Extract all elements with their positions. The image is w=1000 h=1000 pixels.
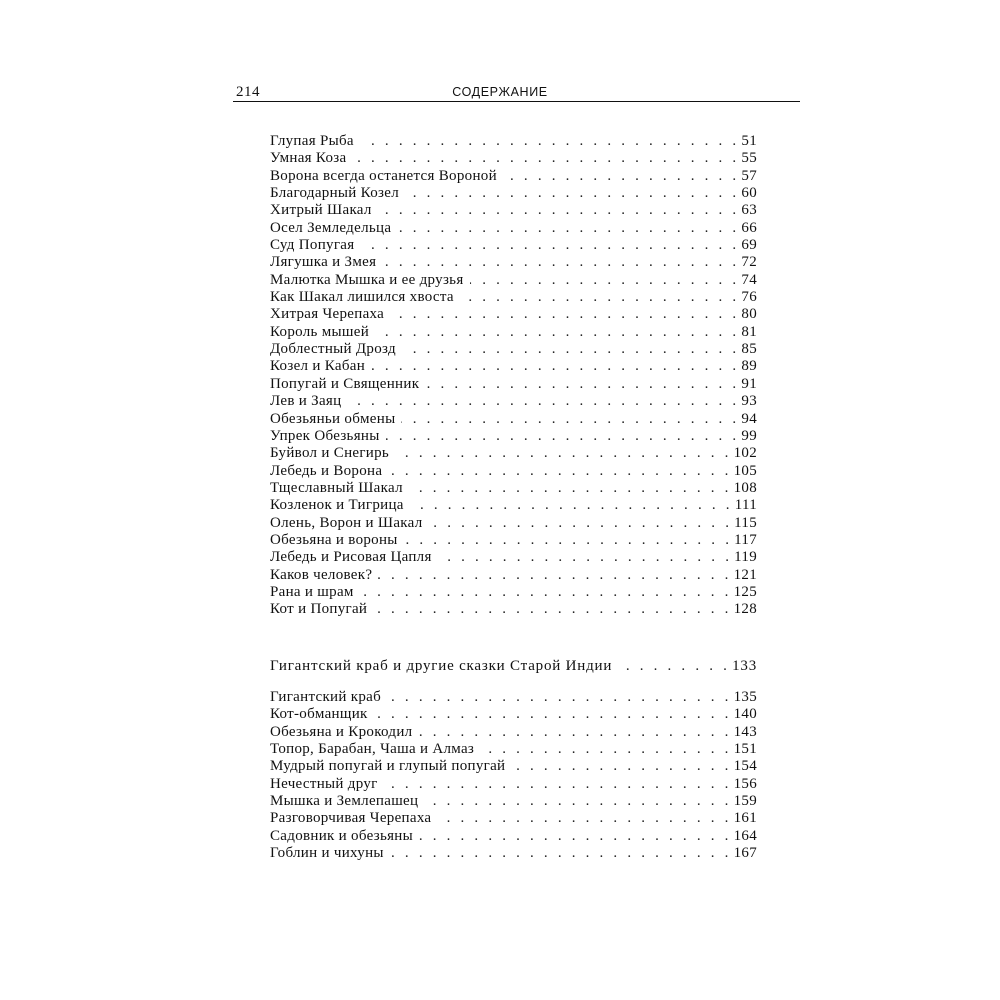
toc-entry-page: 60 (741, 185, 757, 202)
toc-entry-page: 80 (741, 306, 757, 323)
toc-entry[interactable] (270, 393, 757, 410)
toc-entry-title: Лягушка и Змея (270, 254, 377, 271)
toc-leader-dots (397, 220, 739, 237)
toc-entry-page: 99 (741, 427, 757, 444)
toc-entry-title: Обезьяна и Крокодил (270, 723, 413, 740)
toc-entry-title: Лев и Заяц (270, 393, 342, 410)
toc-entry-title: Доблестный Дрозд (270, 341, 396, 358)
toc-leader-dots (390, 306, 739, 323)
toc-entry[interactable] (270, 810, 757, 827)
running-head: СОДЕРЖАНИЕ (452, 85, 548, 99)
toc-leader-dots (511, 758, 731, 775)
toc-entry[interactable] (270, 689, 757, 706)
toc-entry[interactable] (270, 828, 757, 845)
toc-leader-dots (360, 584, 732, 601)
toc-entry-page: 66 (741, 219, 757, 236)
toc-entry-page: 105 (733, 462, 757, 479)
toc-entry-title: Глупая Рыба (270, 133, 354, 149)
toc-leader-dots (386, 428, 740, 445)
toc-entry-title: Буйвол и Снегирь (270, 445, 390, 462)
toc-leader-dots (618, 656, 730, 676)
toc-entry[interactable] (270, 185, 757, 202)
toc-entry-title: Малютка Мышка и ее друзья (270, 271, 464, 288)
toc-entry-title: Хитрый Шакал (270, 202, 372, 219)
toc-entry[interactable] (270, 480, 757, 497)
toc-entry-page: 119 (734, 549, 757, 566)
toc-entry-page: 143 (733, 723, 757, 740)
toc-entry[interactable] (270, 324, 757, 341)
toc-entry-page: 140 (733, 706, 757, 723)
toc-entry[interactable] (270, 445, 757, 462)
toc-leader-dots (360, 237, 739, 254)
toc-entry-page: 81 (741, 323, 757, 340)
toc-entry-page: 93 (741, 393, 757, 410)
toc-leader-dots (418, 724, 731, 741)
toc-entry-title: Обезьяна и вороны (270, 531, 398, 548)
toc-entry[interactable] (270, 428, 757, 445)
toc-section-heading[interactable] (270, 656, 757, 676)
toc-entry-title: Разговорчивая Черепаха (270, 810, 432, 827)
toc-entry-page: 102 (733, 445, 757, 462)
toc-entry-title: Ворона всегда останется Вороной (270, 167, 497, 184)
toc-entry-page: 108 (733, 479, 757, 496)
toc-leader-dots (387, 689, 732, 706)
toc-entry-title: Король мышей (270, 323, 370, 340)
toc-entry[interactable] (270, 220, 757, 237)
toc-entry-title: Гигантский краб (270, 689, 382, 705)
toc-leader-dots (425, 376, 739, 393)
toc-leader-dots (437, 810, 731, 827)
toc-entry-title: Упрек Обезьяны (270, 427, 380, 444)
toc-leader-dots (470, 272, 740, 289)
toc-leader-dots (401, 411, 739, 428)
toc-entry-title: Козленок и Тигрица (270, 497, 404, 514)
toc-entry-title: Козел и Кабан (270, 358, 366, 375)
toc-entry-title: Мышка и Землепашец (270, 793, 419, 810)
toc-entry[interactable] (270, 376, 757, 393)
toc-leader-dots (419, 828, 732, 845)
toc-leader-dots (409, 480, 732, 497)
toc-entry-title: Нечестный друг (270, 775, 378, 792)
toc-entry-title: Осел Земледельца (270, 219, 392, 236)
toc-leader-dots (503, 168, 739, 185)
toc-entry-page: 156 (733, 775, 757, 792)
toc-entry-title: Мудрый попугай и глупый попугай (270, 758, 506, 775)
toc-leader-dots (395, 445, 732, 462)
toc-entry-page: 115 (734, 514, 757, 531)
toc-entry-title: Хитрая Черепаха (270, 306, 385, 323)
toc-leader-dots (390, 845, 732, 862)
toc-leader-dots (388, 463, 731, 480)
toc-leader-dots (374, 706, 732, 723)
toc-entry-page: 91 (741, 375, 757, 392)
toc-leader-dots (382, 254, 739, 271)
toc-entry-title: Кот и Попугай (270, 601, 368, 618)
toc-entry[interactable] (270, 202, 757, 219)
toc-section-page: 133 (732, 658, 757, 674)
toc-entry-title: Попугай и Священник (270, 375, 420, 392)
toc-entry-page: 72 (741, 254, 757, 271)
toc-entry-title: Умная Коза (270, 150, 347, 167)
toc-entry[interactable] (270, 706, 757, 723)
toc-entry[interactable] (270, 793, 757, 810)
toc-entry-title: Лебедь и Рисовая Цапля (270, 549, 432, 566)
toc-entry-title: Лебедь и Ворона (270, 462, 383, 479)
toc-entry-title: Обезьяньи обмены (270, 410, 396, 427)
toc-entry[interactable] (270, 758, 757, 775)
toc-list-part2 (270, 689, 757, 862)
header-rule (233, 101, 800, 102)
toc-entry-page: 161 (733, 810, 757, 827)
toc-leader-dots (429, 515, 733, 532)
toc-entry-page: 76 (741, 289, 757, 306)
toc-list-part1 (270, 133, 757, 619)
toc-entry[interactable] (270, 272, 757, 289)
toc-entry[interactable] (270, 497, 757, 514)
toc-entry[interactable] (270, 289, 757, 306)
toc-leader-dots (438, 549, 733, 566)
toc-entry[interactable] (270, 463, 757, 480)
toc-entry[interactable] (270, 237, 757, 254)
toc-entry-title: Тщеславный Шакал (270, 479, 403, 496)
toc-entry-title: Садовник и обезьяны (270, 827, 413, 844)
toc-entry[interactable] (270, 567, 757, 584)
toc-entry-title: Кот-обманщик (270, 706, 368, 723)
toc-entry-title: Рана и шрам (270, 583, 354, 600)
toc-entry[interactable] (270, 584, 757, 601)
toc-entry[interactable] (270, 341, 757, 358)
toc-entry-page: 57 (741, 167, 757, 184)
toc-entry[interactable] (270, 741, 757, 758)
toc-leader-dots (480, 741, 731, 758)
toc-entry[interactable] (270, 133, 757, 150)
toc-entry[interactable] (270, 515, 757, 532)
toc-entry-title: Каков человек? (270, 566, 373, 583)
toc-entry[interactable] (270, 306, 757, 323)
toc-leader-dots (373, 601, 731, 618)
toc-entry[interactable] (270, 549, 757, 566)
toc-leader-dots (371, 358, 739, 375)
toc-leader-dots (404, 532, 732, 549)
toc-entry-page: 154 (733, 758, 757, 775)
toc-entry-page: 128 (733, 601, 757, 618)
toc-leader-dots (460, 289, 740, 306)
toc-entry[interactable] (270, 168, 757, 185)
toc-entry-page: 94 (741, 410, 757, 427)
toc-entry-page: 135 (733, 689, 757, 705)
toc-entry-title: Суд Попугая (270, 237, 355, 254)
toc-leader-dots (402, 341, 739, 358)
toc-entry-page: 89 (741, 358, 757, 375)
toc-leader-dots (352, 150, 739, 167)
toc-entry-page: 74 (741, 271, 757, 288)
toc-entry[interactable] (270, 724, 757, 741)
toc-leader-dots (347, 393, 739, 410)
toc-leader-dots (424, 793, 731, 810)
toc-entry-page: 121 (733, 566, 757, 583)
toc-entry-page: 117 (734, 531, 757, 548)
toc-entry[interactable] (270, 358, 757, 375)
toc-entry-page: 85 (741, 341, 757, 358)
toc-entry[interactable] (270, 776, 757, 793)
toc-entry-page: 51 (741, 133, 757, 149)
toc-entry[interactable] (270, 845, 757, 862)
toc-entry-title: Гоблин и чихуны (270, 845, 384, 862)
toc-entry[interactable] (270, 601, 757, 618)
toc-leader-dots (375, 324, 739, 341)
toc-leader-dots (384, 776, 732, 793)
toc-entry-title: Олень, Ворон и Шакал (270, 514, 423, 531)
toc-leader-dots (405, 185, 739, 202)
toc-entry[interactable] (270, 532, 757, 549)
toc-entry-page: 167 (733, 845, 757, 862)
toc-leader-dots (378, 202, 740, 219)
toc-entry-page: 111 (734, 497, 757, 514)
toc-section-title: Гигантский краб и другие сказки Старой Индии (270, 658, 613, 674)
toc-entry-page: 63 (741, 202, 757, 219)
toc-leader-dots (360, 133, 740, 150)
page-number: 214 (236, 84, 260, 100)
toc-entry-title: Как Шакал лишился хвоста (270, 289, 454, 306)
toc-entry[interactable] (270, 411, 757, 428)
toc-entry-page: 69 (741, 237, 757, 254)
toc-entry-page: 159 (733, 793, 757, 810)
toc-leader-dots (378, 567, 731, 584)
toc-entry[interactable] (270, 254, 757, 271)
toc-leader-dots (410, 497, 733, 514)
toc-entry-page: 164 (733, 827, 757, 844)
toc-entry-page: 151 (733, 741, 757, 758)
toc-entry-title: Благодарный Козел (270, 185, 400, 202)
toc-entry-page: 125 (733, 583, 757, 600)
toc-entry[interactable] (270, 150, 757, 167)
toc-entry-page: 55 (741, 150, 757, 167)
toc-entry-title: Топор, Барабан, Чаша и Алмаз (270, 741, 475, 758)
